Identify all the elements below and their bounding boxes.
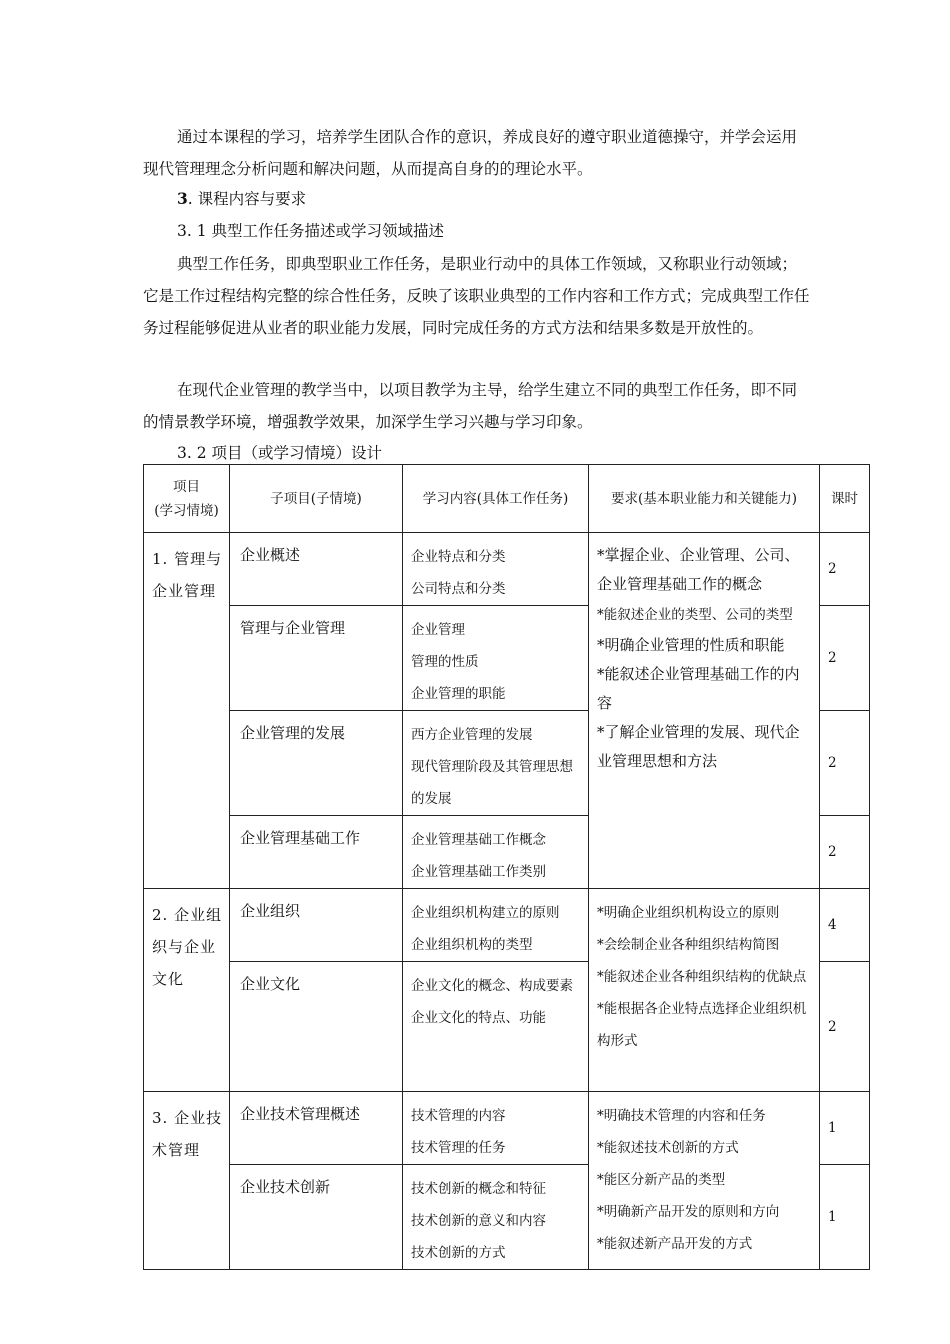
hours-cell: 2	[820, 711, 870, 816]
content-item: 企业管理	[411, 622, 465, 638]
hours-cell: 2	[820, 962, 870, 1092]
requirement-item: *明确企业组织机构设立的原则	[597, 905, 780, 921]
content-item: 西方企业管理的发展	[411, 727, 533, 743]
content-cell	[403, 1092, 589, 1165]
requirement-item: *了解企业管理的发展、现代企业管理思想和方法	[597, 723, 800, 770]
content-cell	[403, 889, 589, 962]
intro-paragraph-1: 通过本课程的学习，培养学生团队合作的意识，养成良好的遵守职业道德操守，并学会运用现代管理理念分析问题和解决问题，从而提高自身的的理论水平。	[143, 128, 798, 178]
intro-paragraph-3: 在现代企业管理的教学当中，以项目教学为主导，给学生建立不同的典型工作任务，即不同的情景教学环境，增强教学效果，加深学生学习兴趣与学习印象。	[143, 381, 798, 431]
content-item: 技术创新的方式	[411, 1245, 506, 1261]
content-cell	[403, 533, 589, 606]
content-item: 技术创新的意义和内容	[411, 1213, 546, 1229]
content-cell	[403, 1165, 589, 1270]
header-project-line1: 项目	[173, 478, 200, 495]
requirements-cell	[589, 533, 820, 889]
project-cell: 3. 企业技术管理	[144, 1092, 230, 1270]
content-cell	[403, 816, 589, 889]
section-3-number: 3	[177, 189, 188, 208]
content-item: 公司特点和分类	[411, 581, 506, 597]
requirement-item: *能叙述企业的类型、公司的类型	[597, 607, 793, 623]
content-item: 企业文化的概念、构成要素	[411, 978, 573, 994]
table-header-row	[144, 465, 870, 533]
requirement-item: *能叙述新产品开发的方式	[597, 1236, 753, 1252]
hours-cell: 2	[820, 816, 870, 889]
content-cell	[403, 606, 589, 711]
requirement-item: *明确技术管理的内容和任务	[597, 1108, 766, 1124]
requirement-item: *能叙述企业各种组织结构的优缺点	[597, 969, 807, 985]
content-item: 企业管理基础工作类别	[411, 864, 546, 880]
subproject-cell: 管理与企业管理	[230, 606, 403, 711]
section-3-heading	[177, 188, 306, 210]
requirements-cell	[589, 889, 820, 1092]
project-cell: 1. 管理与企业管理	[144, 533, 230, 889]
project-cell: 2. 企业组织与企业文化	[144, 889, 230, 1092]
content-item: 技术创新的概念和特征	[411, 1181, 546, 1197]
content-item: 现代管理阶段及其管理思想的发展	[411, 759, 573, 807]
subproject-cell: 企业技术创新	[230, 1165, 403, 1270]
content-item: 企业管理的职能	[411, 686, 506, 702]
requirement-item: *能区分新产品的类型	[597, 1172, 726, 1188]
content-cell	[403, 711, 589, 816]
requirement-item: *能根据各企业特点选择企业组织机构形式	[597, 1001, 807, 1049]
subproject-cell: 企业管理的发展	[230, 711, 403, 816]
table-row	[144, 1092, 870, 1165]
header-project-line2: (学习情境)	[154, 502, 219, 519]
content-item: 企业管理基础工作概念	[411, 832, 546, 848]
requirement-item: *能叙述企业管理基础工作的内容	[597, 665, 800, 712]
requirement-item: *明确新产品开发的原则和方向	[597, 1204, 780, 1220]
content-item: 技术管理的任务	[411, 1140, 506, 1156]
section-3-2-heading: 3. 2 项目（或学习情境）设计	[177, 444, 383, 462]
requirement-item: *能叙述技术创新的方式	[597, 1140, 739, 1156]
header-content: 学习内容(具体工作任务)	[403, 465, 589, 533]
content-item: 企业组织机构建立的原则	[411, 905, 560, 921]
hours-cell: 2	[820, 533, 870, 606]
subproject-cell: 企业管理基础工作	[230, 816, 403, 889]
header-req: 要求(基本职业能力和关键能力)	[589, 465, 820, 533]
content-item: 管理的性质	[411, 654, 479, 670]
table-row	[144, 533, 870, 606]
content-item: 企业组织机构的类型	[411, 937, 533, 953]
requirement-item: *明确企业管理的性质和职能	[597, 636, 785, 654]
hours-cell: 4	[820, 889, 870, 962]
header-hours: 课时	[820, 465, 870, 533]
hours-cell: 2	[820, 606, 870, 711]
content-item: 技术管理的内容	[411, 1108, 506, 1124]
requirements-cell	[589, 1092, 820, 1270]
requirement-item: *会绘制企业各种组织结构简图	[597, 937, 780, 953]
section-3-1-heading: 3. 1 典型工作任务描述或学习领域描述	[177, 222, 445, 240]
section-3-title: . 课程内容与要求	[187, 190, 307, 208]
subproject-cell: 企业文化	[230, 962, 403, 1092]
content-item: 企业特点和分类	[411, 549, 506, 565]
header-project	[144, 465, 230, 533]
content-item: 企业文化的特点、功能	[411, 1010, 546, 1026]
hours-cell: 1	[820, 1092, 870, 1165]
hours-cell: 1	[820, 1165, 870, 1270]
subproject-cell: 企业概述	[230, 533, 403, 606]
subproject-cell: 企业组织	[230, 889, 403, 962]
subproject-cell: 企业技术管理概述	[230, 1092, 403, 1165]
header-sub: 子项目(子情境)	[230, 465, 403, 533]
requirement-item: *掌握企业、企业管理、公司、企业管理基础工作的概念	[597, 546, 800, 593]
intro-paragraph-2: 典型工作任务，即典型职业工作任务，是职业行动中的具体工作领域，又称职业行动领域；它是工作过程结构完整的综合性任务，反映了该职业典型的工作内容和工作方式；完成典型工作任务过程能够促进从业者的职业能力发展，同时完成任务的方式方法和结果多数是开放性的。	[143, 255, 810, 337]
project-design-table	[143, 464, 870, 1270]
table-row	[144, 889, 870, 962]
content-cell	[403, 962, 589, 1092]
